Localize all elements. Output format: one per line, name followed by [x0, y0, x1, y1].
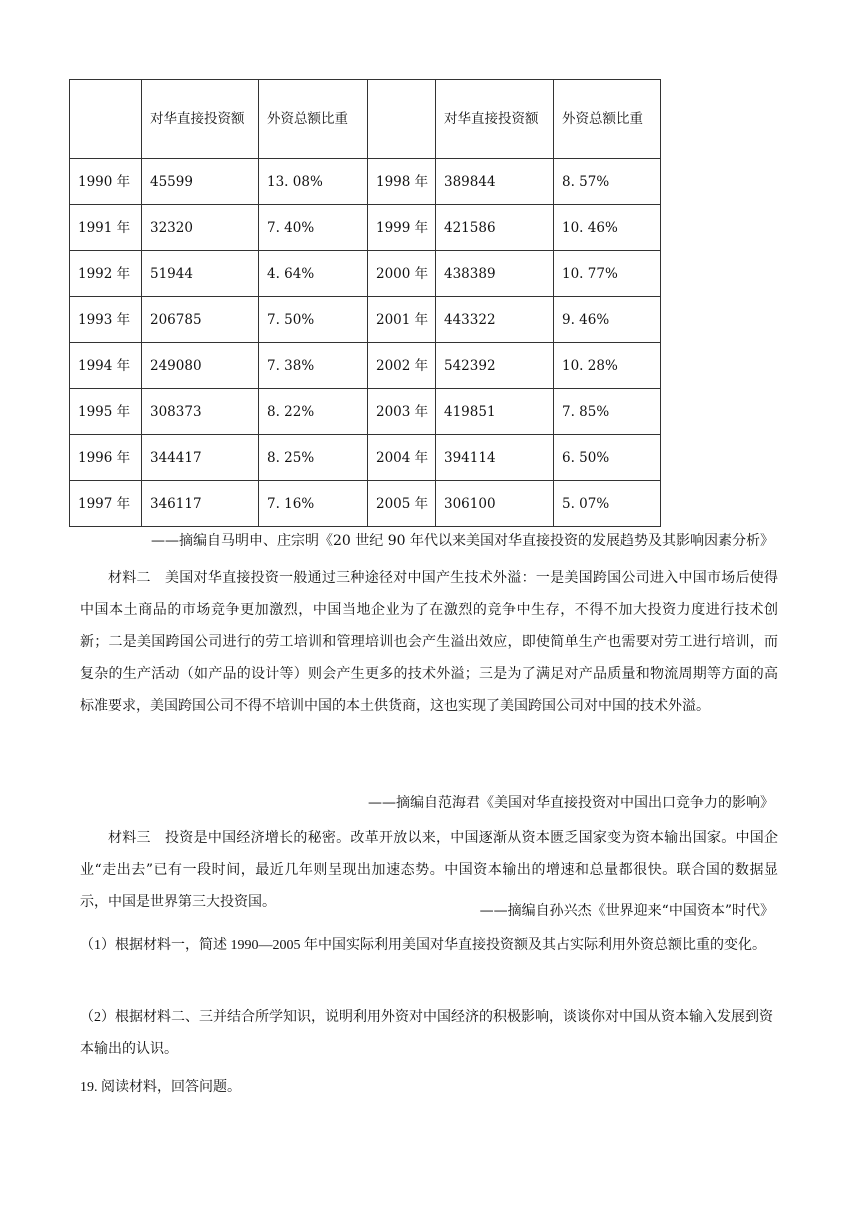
table-cell: 2001 年	[368, 297, 436, 343]
table-cell: 438389	[436, 251, 554, 297]
table-cell: 51944	[142, 251, 259, 297]
table-cell: 1998 年	[368, 159, 436, 205]
table-cell: 7. 85%	[554, 389, 661, 435]
table-cell: 2003 年	[368, 389, 436, 435]
table-header-row	[70, 80, 661, 159]
header-cell: 对华直接投资额	[436, 80, 554, 159]
header-cell: 外资总额比重	[259, 80, 368, 159]
table-cell: 394114	[436, 435, 554, 481]
investment-table	[69, 79, 661, 527]
table-cell: 10. 28%	[554, 343, 661, 389]
table-cell: 7. 40%	[259, 205, 368, 251]
source-citation-3: ——摘编自孙兴杰《世界迎来“中国资本”时代》	[479, 903, 774, 919]
table-cell: 346117	[142, 481, 259, 527]
table-cell: 45599	[142, 159, 259, 205]
source-citation-2: ——摘编自范海君《美国对华直接投资对中国出口竞争力的影响》	[368, 795, 774, 811]
table-cell: 32320	[142, 205, 259, 251]
table-cell: 443322	[436, 297, 554, 343]
header-cell: 对华直接投资额	[142, 80, 259, 159]
header-cell	[70, 80, 142, 159]
table-row	[70, 297, 661, 343]
table-row	[70, 481, 661, 527]
table-cell: 7. 16%	[259, 481, 368, 527]
table-cell: 2005 年	[368, 481, 436, 527]
table-cell: 344417	[142, 435, 259, 481]
table-cell: 421586	[436, 205, 554, 251]
table-cell: 8. 25%	[259, 435, 368, 481]
header-cell: 外资总额比重	[554, 80, 661, 159]
table-row	[70, 251, 661, 297]
table-cell: 7. 38%	[259, 343, 368, 389]
table-cell: 5. 07%	[554, 481, 661, 527]
table-cell: 10. 46%	[554, 205, 661, 251]
table-cell: 13. 08%	[259, 159, 368, 205]
table-cell: 1995 年	[70, 389, 142, 435]
table-row	[70, 159, 661, 205]
table-cell: 8. 22%	[259, 389, 368, 435]
table-cell: 6. 50%	[554, 435, 661, 481]
question-2: （2）根据材料二、三并结合所学知识，说明利用外资对中国经济的积极影响，谈谈你对中国从资本输入发展到资本输出的认识。	[80, 1010, 773, 1057]
table-cell: 306100	[436, 481, 554, 527]
table-cell: 1999 年	[368, 205, 436, 251]
table-cell: 308373	[142, 389, 259, 435]
header-cell	[368, 80, 436, 159]
material-two-paragraph: 材料二 美国对华直接投资一般通过三种途径对中国产生技术外溢：一是美国跨国公司进入中国市场后使得中国本土商品的市场竞争更加激烈，中国当地企业为了在激烈的竞争中生存，不得不加大投资力度进行技术创新；二是美国跨国公司进行的劳工培训和管理培训也会产生溢出效应，即使简单生产也需要对劳工进行培训，而复杂的生产活动（如产品的设计等）则会产生更多的技术外溢；三是为了满足对产品质量和物流周期等方面的高标准要求，美国跨国公司不得不培训中国的本土供货商，这也实现了美国跨国公司对中国的技术外溢。	[80, 570, 778, 714]
table-cell: 4. 64%	[259, 251, 368, 297]
material-three-paragraph: 材料三 投资是中国经济增长的秘密。改革开放以来，中国逐渐从资本匮乏国家变为资本输出国家。中国企业“走出去”已有一段时间，最近几年则呈现出加速态势。中国资本输出的增速和总量都很快。联合国的数据显示，中国是世界第三大投资国。	[80, 830, 778, 910]
table-row	[70, 389, 661, 435]
table-cell: 419851	[436, 389, 554, 435]
table-cell: 1993 年	[70, 297, 142, 343]
table-cell: 1996 年	[70, 435, 142, 481]
table-row	[70, 343, 661, 389]
table-cell: 1994 年	[70, 343, 142, 389]
source-citation-1: ——摘编自马明申、庄宗明《20 世纪 90 年代以来美国对华直接投资的发展趋势及其影响因素分析》	[151, 533, 774, 549]
table-row	[70, 205, 661, 251]
table-cell: 7. 50%	[259, 297, 368, 343]
question-1: （1）根据材料一，简述 1990—2005 年中国实际利用美国对华直接投资额及其占实际利用外资总额比重的变化。	[80, 938, 766, 953]
table-cell: 206785	[142, 297, 259, 343]
table-cell: 8. 57%	[554, 159, 661, 205]
table-cell: 1992 年	[70, 251, 142, 297]
table-cell: 1997 年	[70, 481, 142, 527]
table-cell: 1991 年	[70, 205, 142, 251]
table-cell: 1990 年	[70, 159, 142, 205]
table-cell: 2004 年	[368, 435, 436, 481]
table-cell: 10. 77%	[554, 251, 661, 297]
table-row	[70, 435, 661, 481]
table-cell: 2002 年	[368, 343, 436, 389]
table-cell: 542392	[436, 343, 554, 389]
table-cell: 2000 年	[368, 251, 436, 297]
table-cell: 389844	[436, 159, 554, 205]
table-cell: 9. 46%	[554, 297, 661, 343]
table-cell: 249080	[142, 343, 259, 389]
question-19-heading: 19. 阅读材料，回答问题。	[80, 1080, 241, 1095]
